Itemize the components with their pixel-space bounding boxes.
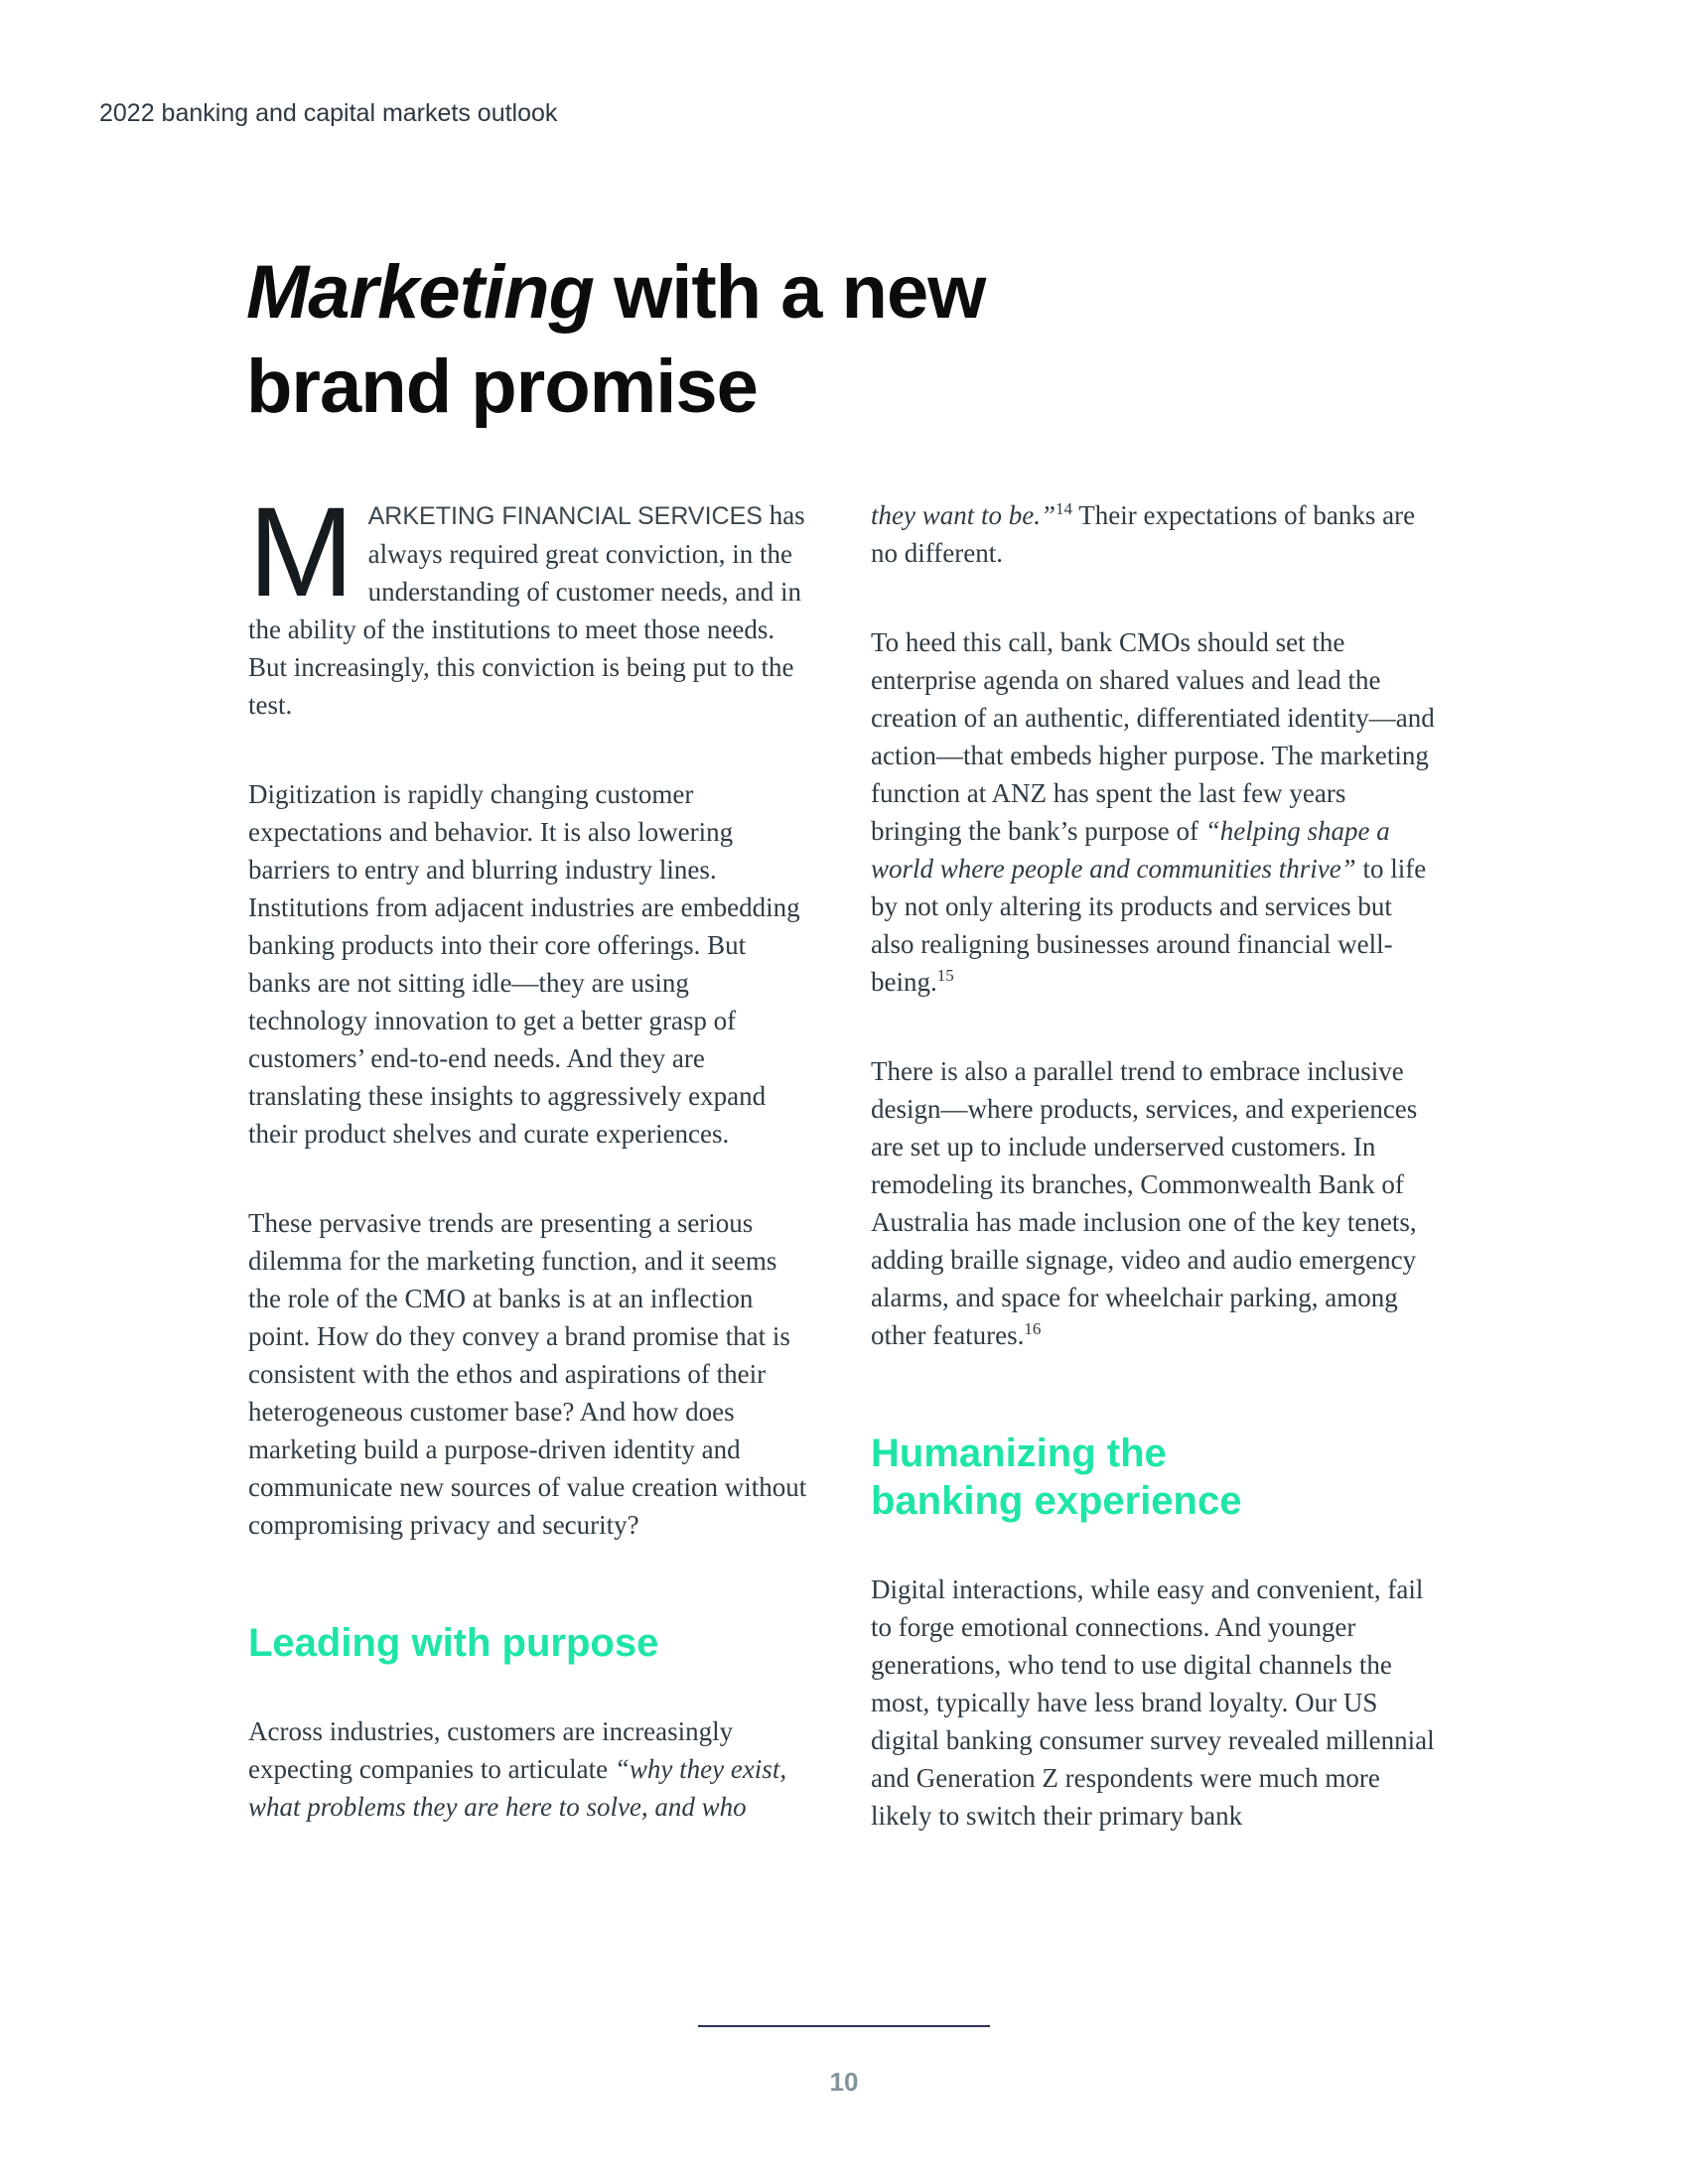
quoted-italic-text: “helping shape a world where people and communities thrive” <box>871 816 1390 884</box>
left-column <box>248 481 814 1835</box>
paragraph <box>871 1052 1437 1354</box>
footnote-ref-15: 15 <box>936 966 954 985</box>
quoted-italic-text: “why they exist, what problems they are here to solve, and who <box>248 1754 787 1822</box>
paragraph-text: There is also a parallel trend to embrace inclusive design—where products, services, and experiences are set up to include underserved customers. In remodeling its branches, Commonwealth Bank of Australia has made inclusion one of the key tenets, adding braille signage, video and audio emergency alarms, and space for wheelchair parking, among other features. <box>871 1056 1418 1350</box>
article-title <box>246 245 985 434</box>
quoted-italic-text: they want to be.” <box>871 500 1055 530</box>
section-heading-leading-with-purpose: Leading with purpose <box>248 1621 659 1665</box>
paragraph-text: Across industries, customers are increasingly expecting companies to articulate <box>248 1716 734 1784</box>
section-heading-humanizing <box>871 1430 1437 1525</box>
page-number: 10 <box>829 2067 859 2097</box>
footnote-ref-14: 14 <box>1055 499 1072 518</box>
paragraph-text: to life by not only altering its products and services but also realigning businesses around financial well-being. <box>871 854 1427 997</box>
paragraph-lead <box>248 481 814 724</box>
paragraph: Digitization is rapidly changing customer expectations and behavior. It is also lowering barriers to entry and blurring industry lines. Institutions from adjacent industries are embedding banking products into their core offerings. But banks are not sitting idle—they are using technology innovation to get a better grasp of customers’ end-to-end needs. And they are translating these insights to aggressively expand their product shelves and curate experiences. <box>248 779 800 1149</box>
footnote-ref-16: 16 <box>1024 1319 1042 1338</box>
paragraph <box>248 1712 814 1826</box>
paragraph-text: Their expectations of banks are no different. <box>871 500 1416 568</box>
drop-cap: M <box>248 481 354 623</box>
heading-line2: banking experience <box>871 1479 1242 1523</box>
heading-line1: Humanizing the <box>871 1432 1167 1475</box>
title-line2: brand promise <box>246 343 758 429</box>
title-word-marketing: Marketing <box>246 249 594 335</box>
lead-in-caps: ARKETING FINANCIAL SERVICES <box>367 502 763 530</box>
paragraph: These pervasive trends are presenting a serious dilemma for the marketing function, and it seems the role of the CMO at banks is at an inflection point. How do they convey a brand promise that is consistent with the ethos and aspirations of their heterogeneous customer base? And how does marketing build a purpose-driven identity and communicate new sources of value creation without compromising privacy and security? <box>248 1208 807 1540</box>
paragraph-text: To heed this call, bank CMOs should set the enterprise agenda on shared values and lead the creation of an authentic, differentiated identity—and action—that embeds higher purpose. The marketing function at ANZ has spent the last few years bringing the bank’s purpose of <box>871 627 1435 846</box>
lead-paragraph-text: has always required great conviction, in the understanding of customer needs, and in the ability of the institutions to meet those needs. But increasingly, this conviction is being put to the test. <box>248 500 805 720</box>
footer-rule <box>698 2025 990 2027</box>
paragraph: Digital interactions, while easy and convenient, fail to forge emotional connections. And younger generations, who tend to use digital channels the most, typically have less brand loyalty. Our US digital banking consumer survey revealed millennial and Generation Z respondents were much more likely to switch their primary bank <box>871 1574 1435 1831</box>
paragraph <box>871 623 1437 1001</box>
article-body <box>248 481 1437 1835</box>
right-column <box>871 496 1437 1835</box>
paragraph <box>871 496 1437 572</box>
title-line1-rest: with a new <box>593 249 986 335</box>
report-header: 2022 banking and capital markets outlook <box>99 99 558 127</box>
